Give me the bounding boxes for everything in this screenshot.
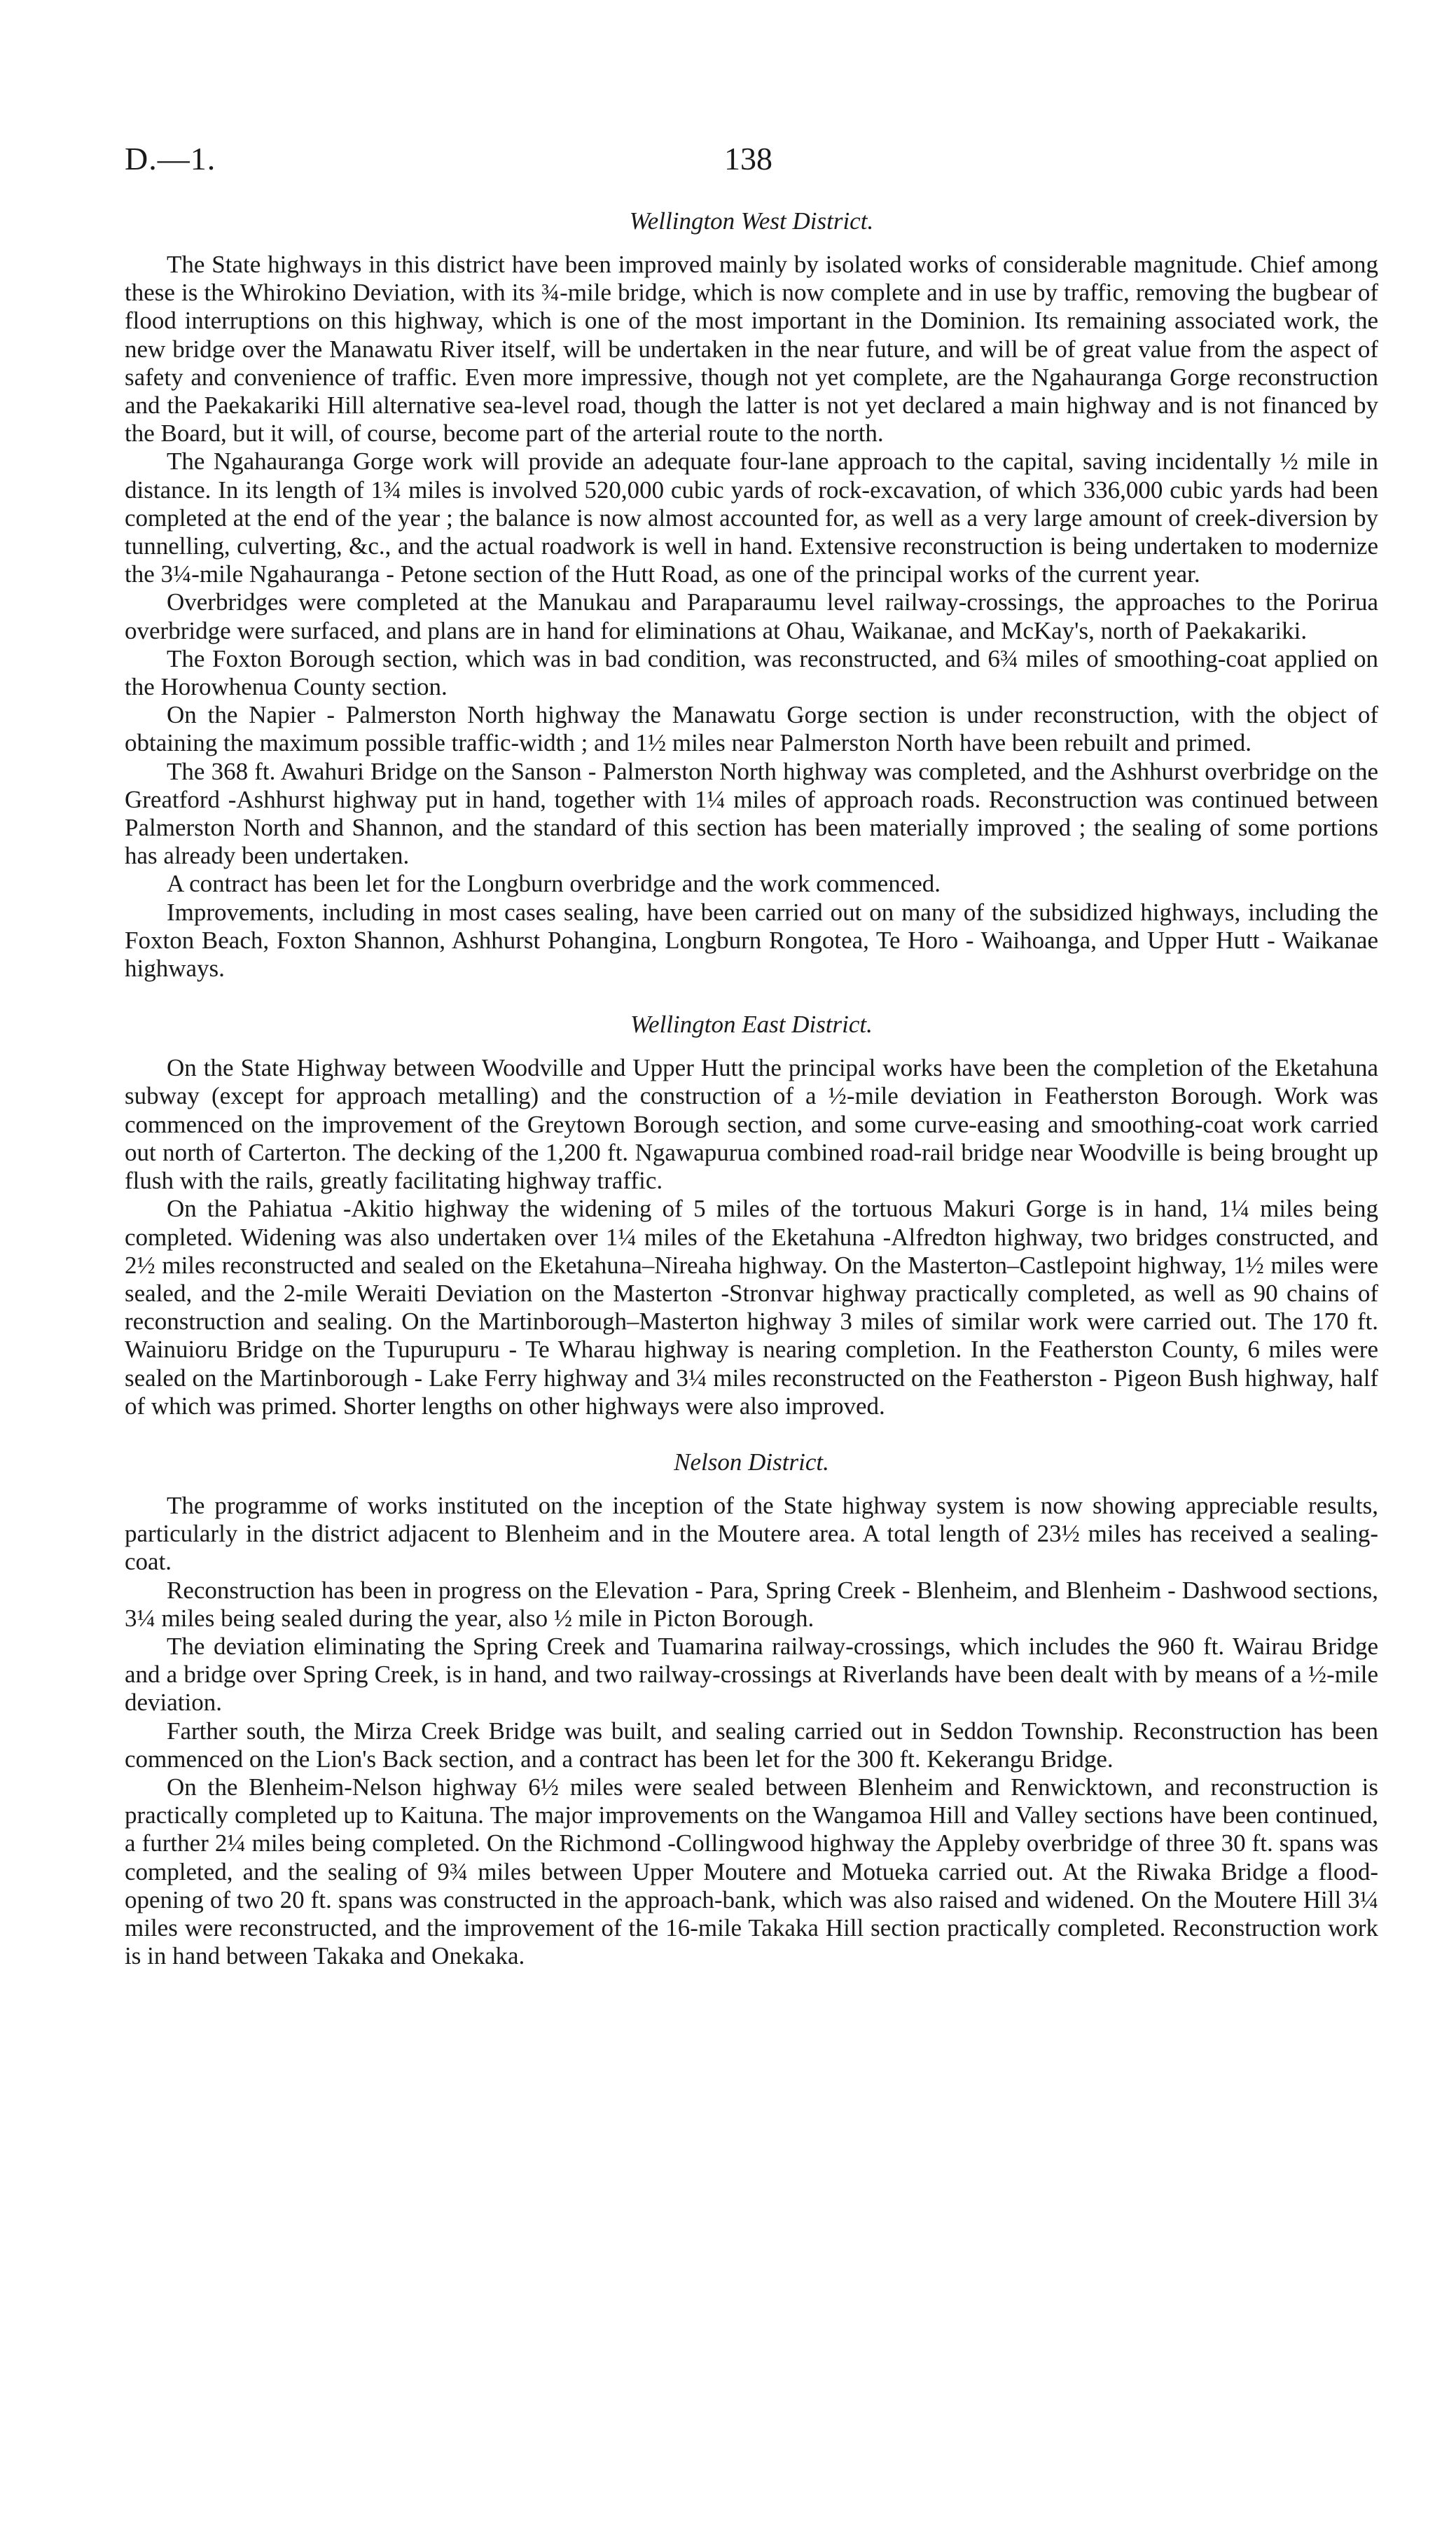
section-heading: Wellington East District. [630,1011,873,1039]
paragraph: On the Napier - Palmerston North highway the Manawatu Gorge section is under reconstruction, with the object of obtaining the maximum possible traffic-width ; and 1½ miles near Palmerston North have been rebuilt and primed. [125,701,1378,757]
paragraph: On the State Highway between Woodville and Upper Hutt the principal works have been the completion of the Eketahuna subway (except for approach metalling) and the construction of a ½-mile deviation in Featherston Borough. Work was commenced on the improvement of the Greytown Borough section, and some curve-easing and smoothing-coat work carried out north of Carterton. The decking of the 1,200 ft. Ngawapurua combined road-rail bridge near Woodville is being brought up flush with the rails, greatly facilitating highway traffic. [125,1054,1378,1195]
section-nelson [125,1448,1378,1970]
paragraph: A contract has been let for the Longburn overbridge and the work commenced. [167,870,941,898]
paragraph: The 368 ft. Awahuri Bridge on the Sanson - Palmerston North highway was completed, and the Ashhurst overbridge on the Greatford -Ashhurst highway put in hand, together with 1¼ miles of approach roads. Reconstruction was continued between Palmerston North and Shannon, and the standard of this section has been materially improved ; the sealing of some portions has already been undertaken. [125,757,1378,870]
paragraph: Reconstruction has been in progress on the Elevation - Para, Spring Creek - Blenheim, and Blenheim - Dashwood sections, 3¼ miles being sealed during the year, also ½ mile in Picton Borough. [125,1576,1378,1632]
paragraph: Improvements, including in most cases sealing, have been carried out on many of the subsidized highways, including the Foxton Beach, Foxton Shannon, Ashhurst Pohangina, Longburn Rongotea, Te Horo - Waihoanga, and Upper Hutt - Waikanae highways. [125,898,1378,983]
paragraph: On the Pahiatua -Akitio highway the widening of 5 miles of the tortuous Makuri Gorge is in hand, 1¼ miles being completed. Widening was also undertaken over 1¼ miles of the Eketahuna -Alfredton highway, two bridges constructed, and 2½ miles reconstructed and sealed on the Eketahuna–Nireaha highway. On the Masterton–Castlepoint highway, 1½ miles were sealed, and the 2-mile Weraiti Deviation on the Masterton -Stronvar highway practically completed, as well as 90 chains of reconstruction and sealing. On the Martinborough–Masterton highway 3 miles of similar work were carried out. The 170 ft. Wainuioru Bridge on the Tupurupuru - Te Wharau highway is nearing completion. In the Featherston County, 6 miles were sealed on the Martinborough - Lake Ferry highway and 3¼ miles reconstructed on the Featherston - Pigeon Bush highway, half of which was primed. Shorter lengths on other highways were also improved. [125,1195,1378,1420]
section-wellington-east [125,1011,1378,1420]
paragraph: The Ngahauranga Gorge work will provide an adequate four-lane approach to the capital, saving incidentally ½ mile in distance. In its length of 1¾ miles is involved 520,000 cubic yards of rock-excavation, of which 336,000 cubic yards had been completed at the end of the year ; the balance is now almost accounted for, as well as a very large amount of creek-diversion by tunnelling, culverting, &c., and the actual roadwork is well in hand. Extensive reconstruction is being undertaken to modernize the 3¼-mile Ngahauranga - Petone section of the Hutt Road, as one of the principal works of the current year. [125,448,1378,588]
paragraph: The State highways in this district have been improved mainly by isolated works of considerable magnitude. Chief among these is the Whirokino Deviation, with its ¾-mile bridge, which is now complete and in use by traffic, removing the bugbear of flood interruptions on this highway, which is one of the most important in the Dominion. Its remaining associated work, the new bridge over the Manawatu River itself, will be undertaken in the near future, and will be of great value from the aspect of safety and convenience of traffic. Even more impressive, though not yet complete, are the Ngahauranga Gorge reconstruction and the Paekakariki Hill alternative sea-level road, though the latter is not yet declared a main highway and is not financed by the Board, but it will, of course, become part of the arterial route to the north. [125,251,1378,448]
paragraph: Farther south, the Mirza Creek Bridge was built, and sealing carried out in Seddon Township. Reconstruction has been commenced on the Lion's Back section, and a contract has been let for the 300 ft. Kekerangu Bridge. [125,1717,1378,1773]
section-heading: Nelson District. [674,1448,829,1476]
page-body [125,207,1378,1970]
paragraph: On the Blenheim-Nelson highway 6½ miles were sealed between Blenheim and Renwicktown, and reconstruction is practically completed up to Kaituna. The major improvements on the Wangamoa Hill and Valley sections have been continued, a further 2¼ miles being completed. On the Richmond -Collingwood highway the Appleby overbridge of three 30 ft. spans was completed, and the sealing of 9¾ miles between Upper Moutere and Motueka carried out. At the Riwaka Bridge a flood-opening of two 20 ft. spans was constructed in the approach-bank, which was also raised and widened. On the Moutere Hill 3¼ miles were reconstructed, and the improvement of the 16-mile Takaka Hill section practically completed. Reconstruction work is in hand between Takaka and Onekaka. [125,1773,1378,1970]
document-reference: D.—1. [125,141,216,176]
paragraph: The Foxton Borough section, which was in bad condition, was reconstructed, and 6¾ miles of smoothing-coat applied on the Horowhenua County section. [125,644,1378,701]
paragraph: Overbridges were completed at the Manukau and Paraparaumu level railway-crossings, the approaches to the Porirua overbridge were surfaced, and plans are in hand for eliminations at Ohau, Waikanae, and McKay's, north of Paekakariki. [125,588,1378,644]
paragraph: The deviation eliminating the Spring Creek and Tuamarina railway-crossings, which includes the 960 ft. Wairau Bridge and a bridge over Spring Creek, is in hand, and two railway-crossings at Riverlands have been dealt with by means of a ½-mile deviation. [125,1632,1378,1717]
page-header [125,140,1378,182]
paragraph: The programme of works instituted on the inception of the State highway system is now showing appreciable results, particularly in the district adjacent to Blenheim and in the Moutere area. A total length of 23½ miles has received a sealing-coat. [125,1491,1378,1576]
section-heading: Wellington West District. [629,207,874,235]
page-number: 138 [724,141,772,176]
section-wellington-west [125,207,1378,983]
